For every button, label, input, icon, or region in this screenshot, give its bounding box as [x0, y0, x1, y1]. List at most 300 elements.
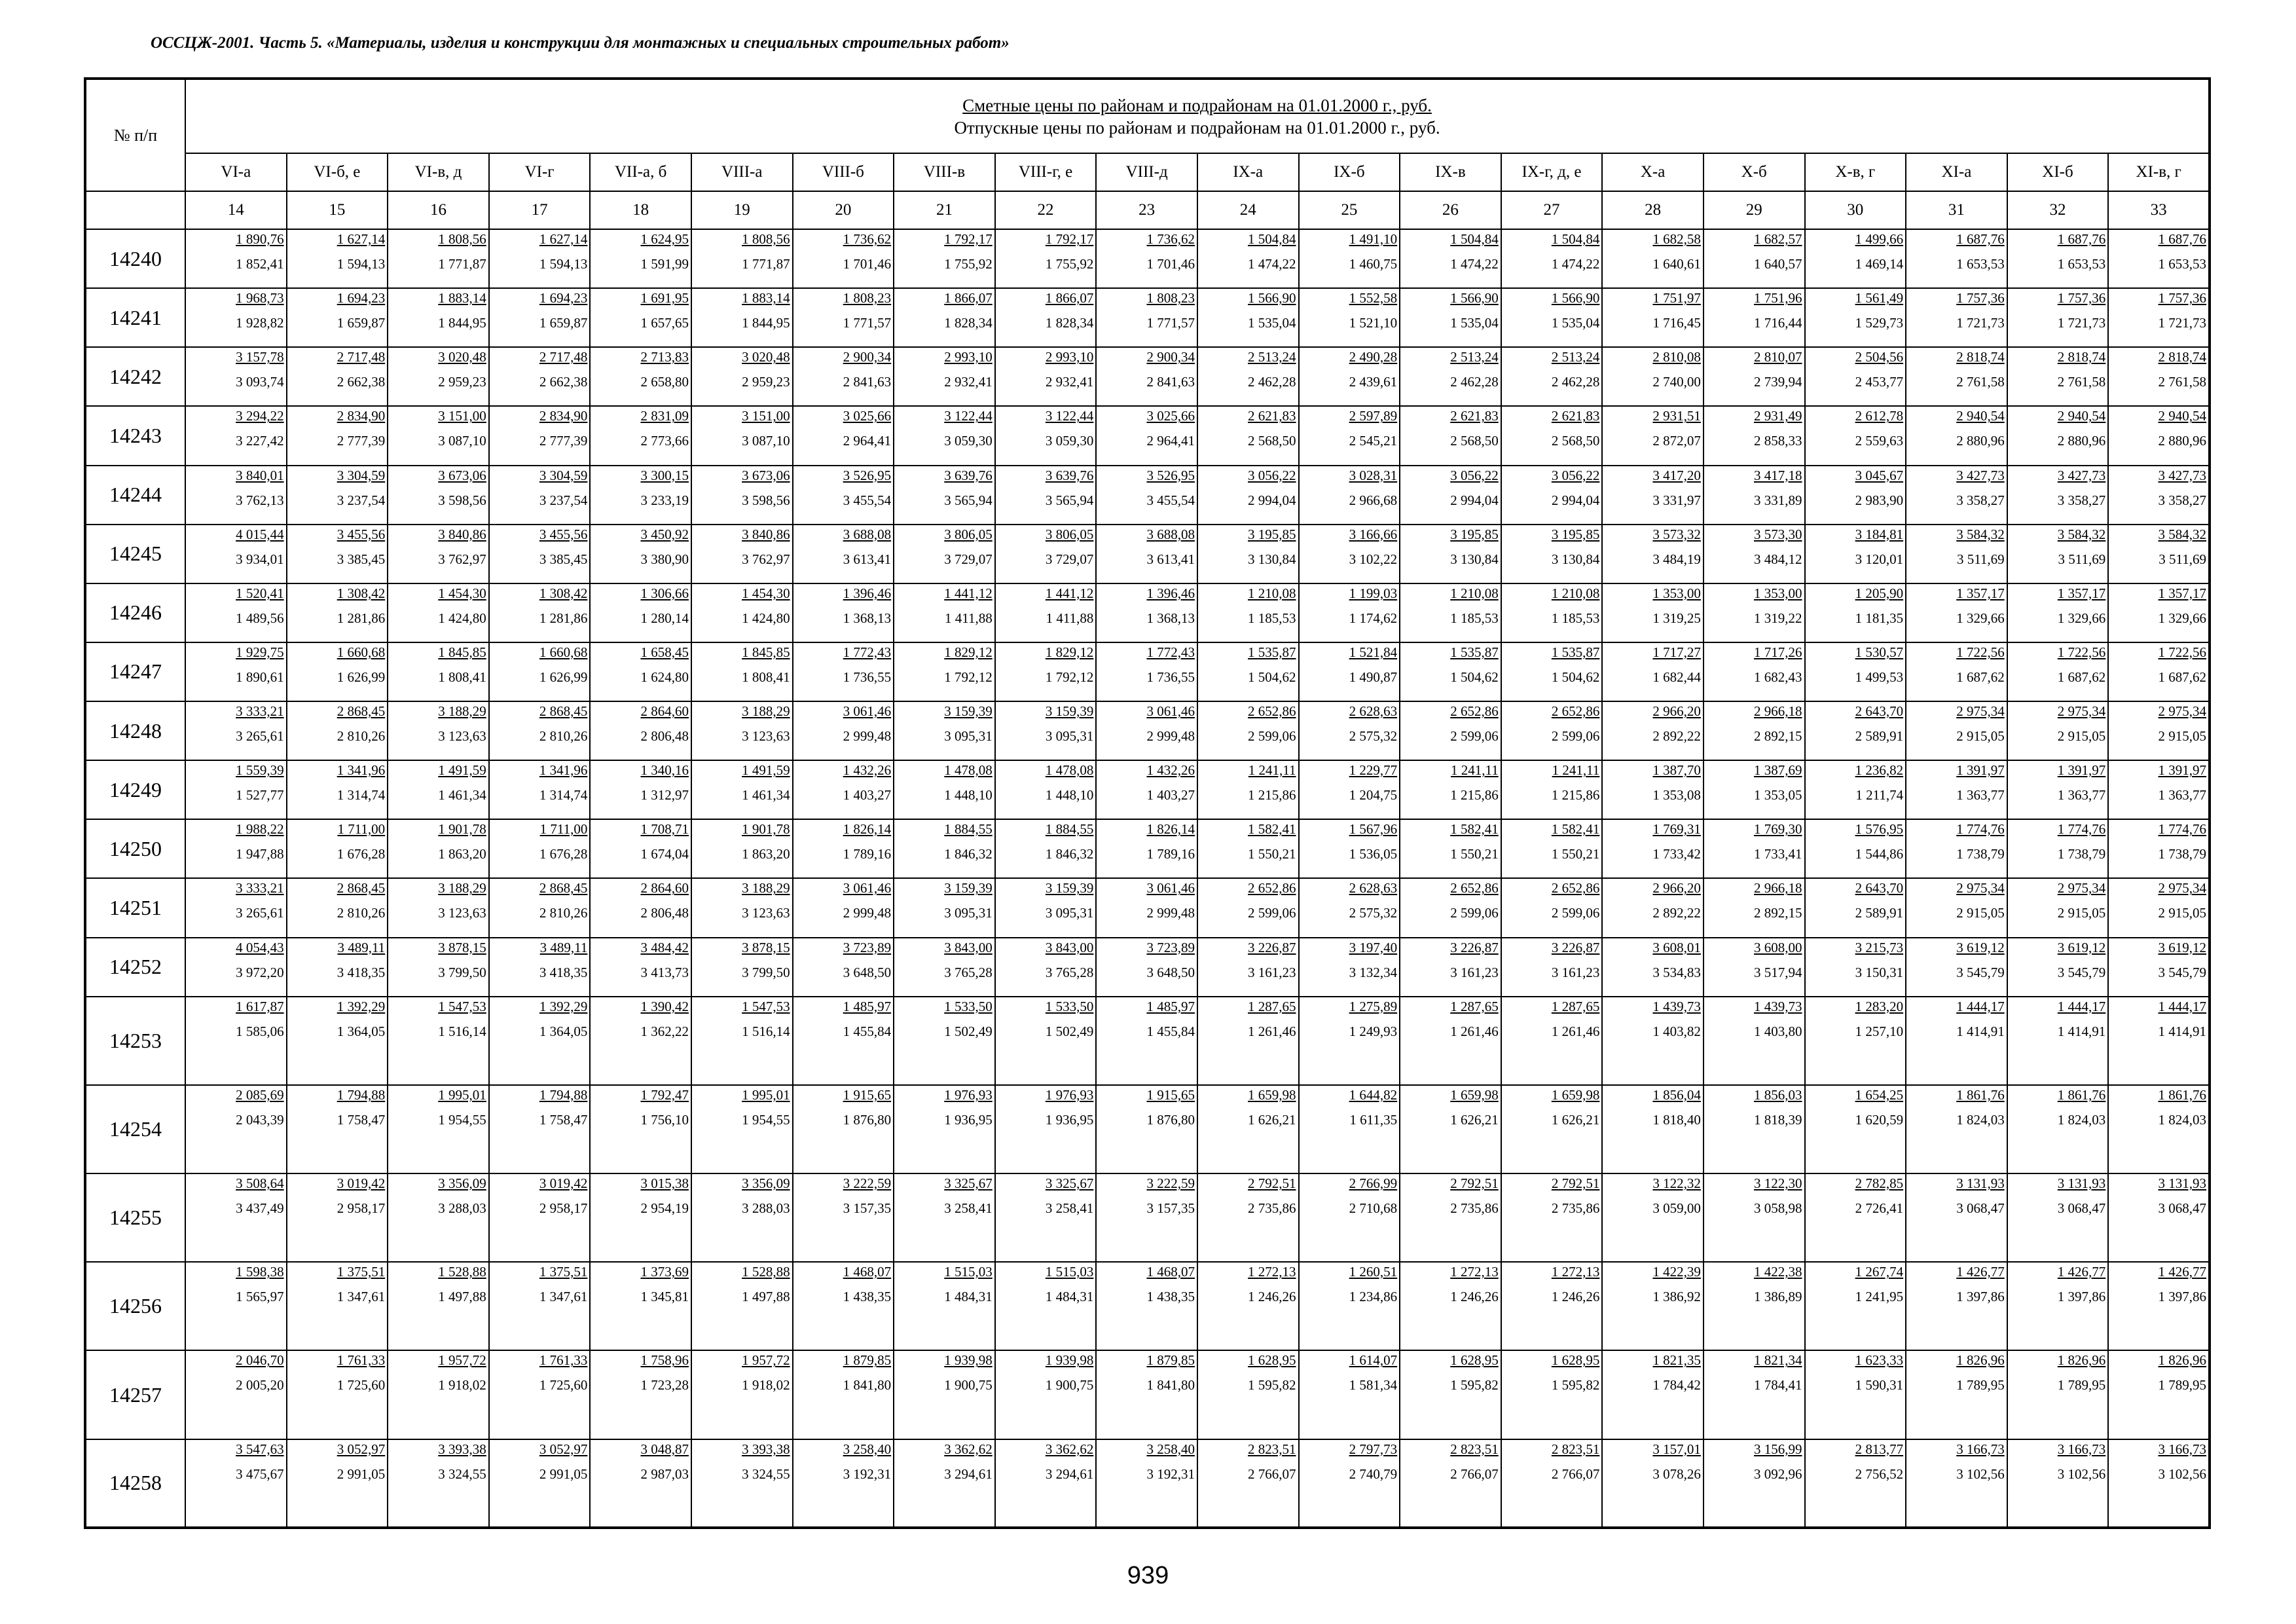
- release-price: 1 411,88: [1046, 610, 1094, 626]
- estimated-price: 2 810,07: [1754, 349, 1802, 365]
- price-cell: [894, 347, 995, 406]
- price-cell: [1906, 288, 2007, 347]
- release-price: 1 246,26: [1551, 1289, 1600, 1305]
- estimated-price: 3 455,56: [539, 526, 588, 542]
- estimated-price: 1 995,01: [742, 1086, 790, 1103]
- release-price: 2 915,05: [2158, 728, 2207, 744]
- price-cell: [1704, 819, 1805, 878]
- price-cell: [2108, 1439, 2210, 1528]
- release-price: 1 900,75: [1045, 1377, 1094, 1393]
- estimated-price: 3 226,87: [1248, 939, 1296, 955]
- release-price: 3 058,98: [1754, 1200, 1802, 1217]
- estimated-price: 1 658,45: [640, 644, 689, 660]
- item-code: 14258: [85, 1439, 185, 1528]
- price-cell: [691, 642, 793, 701]
- release-price: 2 932,41: [944, 374, 993, 390]
- release-price: 1 497,88: [438, 1289, 486, 1305]
- release-price: 1 841,80: [1146, 1377, 1195, 1393]
- estimated-price: 2 792,51: [1450, 1175, 1499, 1192]
- price-cell: [1400, 701, 1501, 760]
- estimated-price: 1 624,95: [640, 231, 689, 247]
- price-cell: [1197, 466, 1299, 525]
- row-number-header: № п/п: [85, 79, 185, 191]
- price-cell: [691, 583, 793, 642]
- price-cell: [185, 1439, 287, 1528]
- release-price: 1 738,79: [2057, 846, 2106, 862]
- item-code: 14242: [85, 347, 185, 406]
- price-cell: [793, 466, 894, 525]
- release-price: 3 102,56: [2158, 1466, 2207, 1482]
- estimated-price: 3 166,73: [1956, 1441, 2005, 1457]
- item-code: 14252: [85, 938, 185, 997]
- estimated-price: 3 573,32: [1652, 526, 1701, 542]
- price-cell: [388, 1262, 489, 1350]
- release-price: 2 841,63: [1146, 374, 1195, 390]
- release-price: 3 095,31: [1045, 728, 1094, 744]
- item-code: 14249: [85, 760, 185, 819]
- estimated-price: 1 582,41: [1551, 821, 1600, 838]
- price-cell: [1805, 938, 1906, 997]
- estimated-price: 3 131,93: [2057, 1175, 2106, 1192]
- estimated-price: 1 711,00: [539, 821, 588, 838]
- district-header: VI-а: [185, 153, 287, 191]
- price-cell: [894, 583, 995, 642]
- estimated-price: 3 166,73: [2158, 1441, 2207, 1457]
- estimated-price: 1 390,42: [640, 998, 689, 1014]
- price-cell: [1096, 1085, 1197, 1173]
- price-cell: [1299, 229, 1400, 288]
- price-cell: [2108, 878, 2210, 937]
- estimated-price: 1 901,78: [742, 821, 790, 838]
- estimated-price: 2 823,51: [1450, 1441, 1499, 1457]
- price-cell: [2007, 997, 2109, 1085]
- table-row: [85, 229, 2210, 288]
- estimated-price: 3 547,63: [236, 1441, 284, 1457]
- estimated-price: 1 426,77: [1956, 1264, 2005, 1280]
- release-price: 2 991,05: [337, 1466, 386, 1482]
- price-cell: [995, 288, 1097, 347]
- release-price: 3 799,50: [742, 964, 790, 980]
- release-price: 1 844,95: [742, 315, 790, 331]
- estimated-price: 1 826,96: [1956, 1352, 2005, 1369]
- price-cell: [2007, 819, 2109, 878]
- estimated-price: 1 687,76: [2057, 231, 2106, 247]
- release-price: 1 824,03: [1956, 1111, 2005, 1128]
- item-code: 14240: [85, 229, 185, 288]
- price-cell: [388, 466, 489, 525]
- price-cell: [185, 819, 287, 878]
- estimated-price: 1 439,73: [1652, 998, 1701, 1014]
- release-price: 1 863,20: [438, 846, 486, 862]
- price-cell: [1400, 1173, 1501, 1262]
- estimated-price: 2 834,90: [539, 408, 588, 424]
- price-cell: [894, 1350, 995, 1439]
- price-cell: [1906, 466, 2007, 525]
- price-cell: [1299, 878, 1400, 937]
- price-cell: [590, 406, 691, 465]
- release-price: 1 852,41: [236, 256, 284, 272]
- release-price: 1 738,79: [1956, 846, 2005, 862]
- price-cell: [1299, 1262, 1400, 1350]
- estimated-price: 1 995,01: [438, 1086, 486, 1103]
- release-price: 3 095,31: [1045, 905, 1094, 921]
- price-cell: [489, 288, 591, 347]
- price-cell: [1906, 938, 2007, 997]
- estimated-price: 1 654,25: [1855, 1086, 1904, 1103]
- estimated-price: 1 582,41: [1450, 821, 1499, 838]
- price-cell: [691, 1173, 793, 1262]
- release-price: 1 386,92: [1652, 1289, 1701, 1305]
- item-code: 14255: [85, 1173, 185, 1262]
- estimated-price: 3 195,85: [1450, 526, 1499, 542]
- estimated-price: 2 597,89: [1349, 408, 1398, 424]
- release-price: 3 161,23: [1551, 964, 1600, 980]
- price-cell: [894, 1439, 995, 1528]
- price-cell: [489, 229, 591, 288]
- estimated-price: 2 993,10: [1045, 349, 1094, 365]
- price-cell: [2007, 1439, 2109, 1528]
- estimated-price: 1 829,12: [944, 644, 993, 660]
- price-cell: [894, 406, 995, 465]
- estimated-price: 3 639,76: [1045, 467, 1094, 483]
- estimated-price: 3 333,21: [236, 880, 284, 896]
- price-cell: [1805, 642, 1906, 701]
- price-cell: [1197, 938, 1299, 997]
- price-cell: [691, 347, 793, 406]
- price-cell: [1501, 466, 1603, 525]
- estimated-price: 2 652,86: [1551, 703, 1600, 719]
- price-cell: [1805, 701, 1906, 760]
- price-cell: [1906, 1262, 2007, 1350]
- price-cell: [2108, 347, 2210, 406]
- item-code: 14244: [85, 466, 185, 525]
- estimated-price: 1 528,88: [438, 1264, 486, 1280]
- price-cell: [1299, 288, 1400, 347]
- release-price: 1 789,95: [1956, 1377, 2005, 1393]
- price-cell: [1906, 760, 2007, 819]
- release-price: 3 092,96: [1754, 1466, 1802, 1482]
- price-cell: [388, 288, 489, 347]
- estimated-price: 3 166,73: [2057, 1441, 2106, 1457]
- release-price: 1 626,99: [539, 669, 588, 685]
- estimated-price: 3 159,39: [1045, 703, 1094, 719]
- release-price: 3 288,03: [438, 1200, 486, 1217]
- release-price: 1 397,86: [2057, 1289, 2106, 1305]
- estimated-price: 3 304,59: [337, 467, 386, 483]
- release-price: 3 059,30: [1045, 433, 1094, 449]
- column-number: 26: [1400, 191, 1501, 229]
- release-price: 2 958,17: [539, 1200, 588, 1217]
- price-cell: [2108, 760, 2210, 819]
- release-price: 3 331,89: [1754, 492, 1802, 508]
- price-cell: [1906, 1350, 2007, 1439]
- district-header: IX-а: [1197, 153, 1299, 191]
- estimated-price: 3 122,44: [1045, 408, 1094, 424]
- release-price: 3 192,31: [843, 1466, 892, 1482]
- estimated-price: 4 015,44: [236, 526, 284, 542]
- estimated-price: 2 818,74: [2057, 349, 2106, 365]
- estimated-price: 3 188,29: [742, 880, 790, 896]
- price-cell: [590, 642, 691, 701]
- estimated-price: 3 427,73: [2158, 467, 2207, 483]
- release-price: 3 192,31: [1146, 1466, 1195, 1482]
- release-price: 1 758,47: [539, 1111, 588, 1128]
- estimated-price: 3 608,00: [1754, 939, 1802, 955]
- estimated-price: 1 628,95: [1551, 1352, 1600, 1369]
- table-row: [85, 1350, 2210, 1439]
- price-cell: [185, 997, 287, 1085]
- estimated-price: 2 864,60: [640, 880, 689, 896]
- release-price: 3 511,69: [1956, 551, 2005, 567]
- estimated-price: 1 241,11: [1552, 762, 1600, 779]
- estimated-price: 1 644,82: [1349, 1086, 1398, 1103]
- table-row: [85, 760, 2210, 819]
- release-price: 2 453,77: [1855, 374, 1904, 390]
- release-price: 1 653,53: [2057, 256, 2106, 272]
- release-price: 2 999,48: [1146, 905, 1195, 921]
- estimated-price: 3 584,32: [1956, 526, 2005, 542]
- price-cell: [691, 525, 793, 583]
- estimated-price: 1 866,07: [1045, 290, 1094, 306]
- release-price: 3 648,50: [843, 964, 892, 980]
- price-cell: [1805, 288, 1906, 347]
- price-cell: [793, 701, 894, 760]
- release-price: 1 594,13: [539, 256, 588, 272]
- release-price: 2 559,63: [1855, 433, 1904, 449]
- release-price: 1 386,89: [1754, 1289, 1802, 1305]
- price-cell: [1602, 701, 1704, 760]
- price-cell: [2007, 406, 2109, 465]
- release-price: 3 765,28: [944, 964, 993, 980]
- release-price: 1 345,81: [640, 1289, 689, 1305]
- estimated-price: 3 188,29: [742, 703, 790, 719]
- district-header: X-в, г: [1805, 153, 1906, 191]
- release-price: 2 858,33: [1754, 433, 1802, 449]
- release-price: 1 687,62: [2158, 669, 2207, 685]
- price-cell: [1197, 819, 1299, 878]
- price-cell: [287, 760, 388, 819]
- release-price: 1 595,82: [1450, 1377, 1499, 1393]
- estimated-price: 1 210,08: [1450, 585, 1499, 601]
- price-cell: [590, 760, 691, 819]
- release-price: 1 174,62: [1349, 610, 1398, 626]
- price-cell: [691, 1262, 793, 1350]
- estimated-price: 1 528,88: [742, 1264, 790, 1280]
- table-row: [85, 878, 2210, 937]
- price-cell: [287, 347, 388, 406]
- price-cell: [489, 878, 591, 937]
- price-cell: [388, 701, 489, 760]
- estimated-price: 2 818,74: [1956, 349, 2005, 365]
- estimated-price: 1 432,26: [1146, 762, 1195, 779]
- estimated-price: 3 878,15: [438, 939, 486, 955]
- table-row: [85, 466, 2210, 525]
- document-header: ОССЦЖ-2001. Часть 5. «Материалы, изделия и конструкции для монтажных и специальных строительных работ»: [151, 34, 1010, 52]
- release-price: 3 068,47: [2158, 1200, 2207, 1217]
- estimated-price: 2 868,45: [337, 880, 386, 896]
- price-cell: [1299, 525, 1400, 583]
- release-price: 3 258,41: [944, 1200, 993, 1217]
- price-cell: [489, 1085, 591, 1173]
- price-cell: [287, 288, 388, 347]
- price-cell: [2108, 819, 2210, 878]
- release-price: 2 915,05: [2057, 905, 2106, 921]
- release-price: 2 740,00: [1652, 374, 1701, 390]
- estimated-price: 3 455,56: [337, 526, 386, 542]
- estimated-price: 1 879,85: [843, 1352, 892, 1369]
- estimated-price: 2 868,45: [539, 880, 588, 896]
- price-cell: [1805, 347, 1906, 406]
- price-cell: [1400, 938, 1501, 997]
- release-price: 2 841,63: [843, 374, 892, 390]
- release-price: 3 123,63: [438, 728, 486, 744]
- price-cell: [995, 1173, 1097, 1262]
- estimated-price: 2 490,28: [1349, 349, 1398, 365]
- estimated-price: 1 205,90: [1855, 585, 1904, 601]
- estimated-price: 3 188,29: [438, 880, 486, 896]
- release-price: 1 784,42: [1652, 1377, 1701, 1393]
- release-price: 1 721,73: [1956, 315, 2005, 331]
- price-cell: [691, 1350, 793, 1439]
- estimated-price: 1 444,17: [1956, 998, 2005, 1014]
- estimated-price: 1 939,98: [1045, 1352, 1094, 1369]
- price-cell: [995, 938, 1097, 997]
- estimated-price: 1 717,26: [1754, 644, 1802, 660]
- estimated-prices-title: Сметные цены по районам и подрайонам на 01.01.2000 г., руб.: [962, 95, 1432, 115]
- release-price: 3 511,69: [2159, 551, 2207, 567]
- release-price: 2 575,32: [1349, 905, 1398, 921]
- release-price: 1 397,86: [1956, 1289, 2005, 1305]
- release-price: 3 157,35: [843, 1200, 892, 1217]
- release-price: 3 130,84: [1248, 551, 1296, 567]
- estimated-price: 1 561,49: [1855, 290, 1904, 306]
- estimated-price: 2 792,51: [1248, 1175, 1296, 1192]
- release-price: 3 437,49: [236, 1200, 284, 1217]
- estimated-price: 3 688,08: [1146, 526, 1195, 542]
- estimated-price: 1 808,56: [438, 231, 486, 247]
- release-price: 1 363,77: [2057, 787, 2106, 803]
- price-cell: [1096, 229, 1197, 288]
- price-cell: [287, 406, 388, 465]
- release-price: 3 123,63: [742, 728, 790, 744]
- release-price: 1 624,80: [640, 669, 689, 685]
- price-cell: [1602, 466, 1704, 525]
- price-cell: [995, 819, 1097, 878]
- price-cell: [793, 997, 894, 1085]
- table-row: [85, 642, 2210, 701]
- estimated-price: 1 660,68: [539, 644, 588, 660]
- price-cell: [1704, 466, 1805, 525]
- column-number: 21: [894, 191, 995, 229]
- release-price: 1 581,34: [1349, 1377, 1398, 1393]
- price-cell: [1805, 760, 1906, 819]
- release-price: 1 211,74: [1855, 787, 1904, 803]
- estimated-price: 1 915,65: [843, 1086, 892, 1103]
- release-price: 3 762,13: [236, 492, 284, 508]
- estimated-price: 1 794,88: [337, 1086, 386, 1103]
- release-price: 1 808,41: [438, 669, 486, 685]
- estimated-price: 1 566,90: [1450, 290, 1499, 306]
- release-price: 1 723,28: [640, 1377, 689, 1393]
- release-price: 3 265,61: [236, 905, 284, 921]
- price-cell: [793, 347, 894, 406]
- estimated-price: 3 333,21: [236, 703, 284, 719]
- release-price: 2 880,96: [2057, 433, 2106, 449]
- price-cell: [1197, 1262, 1299, 1350]
- estimated-price: 1 576,95: [1855, 821, 1904, 838]
- price-cell: [995, 1085, 1097, 1173]
- estimated-price: 2 782,85: [1855, 1175, 1904, 1192]
- price-cell: [388, 583, 489, 642]
- item-code: 14251: [85, 878, 185, 937]
- release-price: 2 999,48: [843, 905, 892, 921]
- price-cell: [1805, 229, 1906, 288]
- estimated-price: 1 454,30: [438, 585, 486, 601]
- price-cell: [1906, 583, 2007, 642]
- price-cell: [894, 701, 995, 760]
- estimated-price: 2 966,18: [1754, 880, 1802, 896]
- estimated-price: 3 619,12: [1956, 939, 2005, 955]
- estimated-price: 1 468,07: [1146, 1264, 1195, 1280]
- release-price: 3 934,01: [236, 551, 284, 567]
- estimated-price: 1 722,56: [2158, 644, 2207, 660]
- estimated-price: 1 623,33: [1855, 1352, 1904, 1369]
- price-cell: [185, 938, 287, 997]
- price-cell: [2108, 938, 2210, 997]
- item-code: 14256: [85, 1262, 185, 1350]
- column-number: 28: [1602, 191, 1704, 229]
- estimated-price: 1 547,53: [742, 998, 790, 1014]
- estimated-price: 3 188,29: [438, 703, 486, 719]
- price-cell: [1501, 878, 1603, 937]
- estimated-price: 1 826,96: [2158, 1352, 2207, 1369]
- price-cell: [2108, 229, 2210, 288]
- price-cell: [287, 1262, 388, 1350]
- column-number: 30: [1805, 191, 1906, 229]
- price-cell: [1704, 1350, 1805, 1439]
- district-header: X-а: [1602, 153, 1704, 191]
- release-price: 3 455,54: [843, 492, 892, 508]
- district-header: VIII-д: [1096, 153, 1197, 191]
- price-cell: [1400, 997, 1501, 1085]
- release-price: 1 756,10: [640, 1111, 689, 1128]
- price-cell: [590, 701, 691, 760]
- item-code: 14247: [85, 642, 185, 701]
- estimated-price: 1 660,68: [337, 644, 386, 660]
- price-cell: [1096, 288, 1197, 347]
- column-number: 29: [1704, 191, 1805, 229]
- price-cell: [793, 878, 894, 937]
- release-price: 2 777,39: [539, 433, 588, 449]
- estimated-price: 3 843,00: [944, 939, 993, 955]
- estimated-price: 2 966,20: [1652, 703, 1701, 719]
- estimated-price: 1 792,17: [944, 231, 993, 247]
- district-header: VIII-г, е: [995, 153, 1097, 191]
- estimated-price: 1 515,03: [1045, 1264, 1094, 1280]
- price-cell: [1501, 1439, 1603, 1528]
- price-cell: [1704, 1173, 1805, 1262]
- estimated-price: 3 222,59: [1146, 1175, 1195, 1192]
- release-price: 3 380,90: [640, 551, 689, 567]
- estimated-price: 1 769,30: [1754, 821, 1802, 838]
- estimated-price: 3 840,86: [438, 526, 486, 542]
- release-price: 3 132,34: [1349, 964, 1398, 980]
- estimated-price: 1 915,65: [1146, 1086, 1195, 1103]
- price-cell: [1197, 642, 1299, 701]
- release-price: 1 257,10: [1855, 1023, 1904, 1039]
- estimated-price: 3 584,32: [2158, 526, 2207, 542]
- price-cell: [388, 229, 489, 288]
